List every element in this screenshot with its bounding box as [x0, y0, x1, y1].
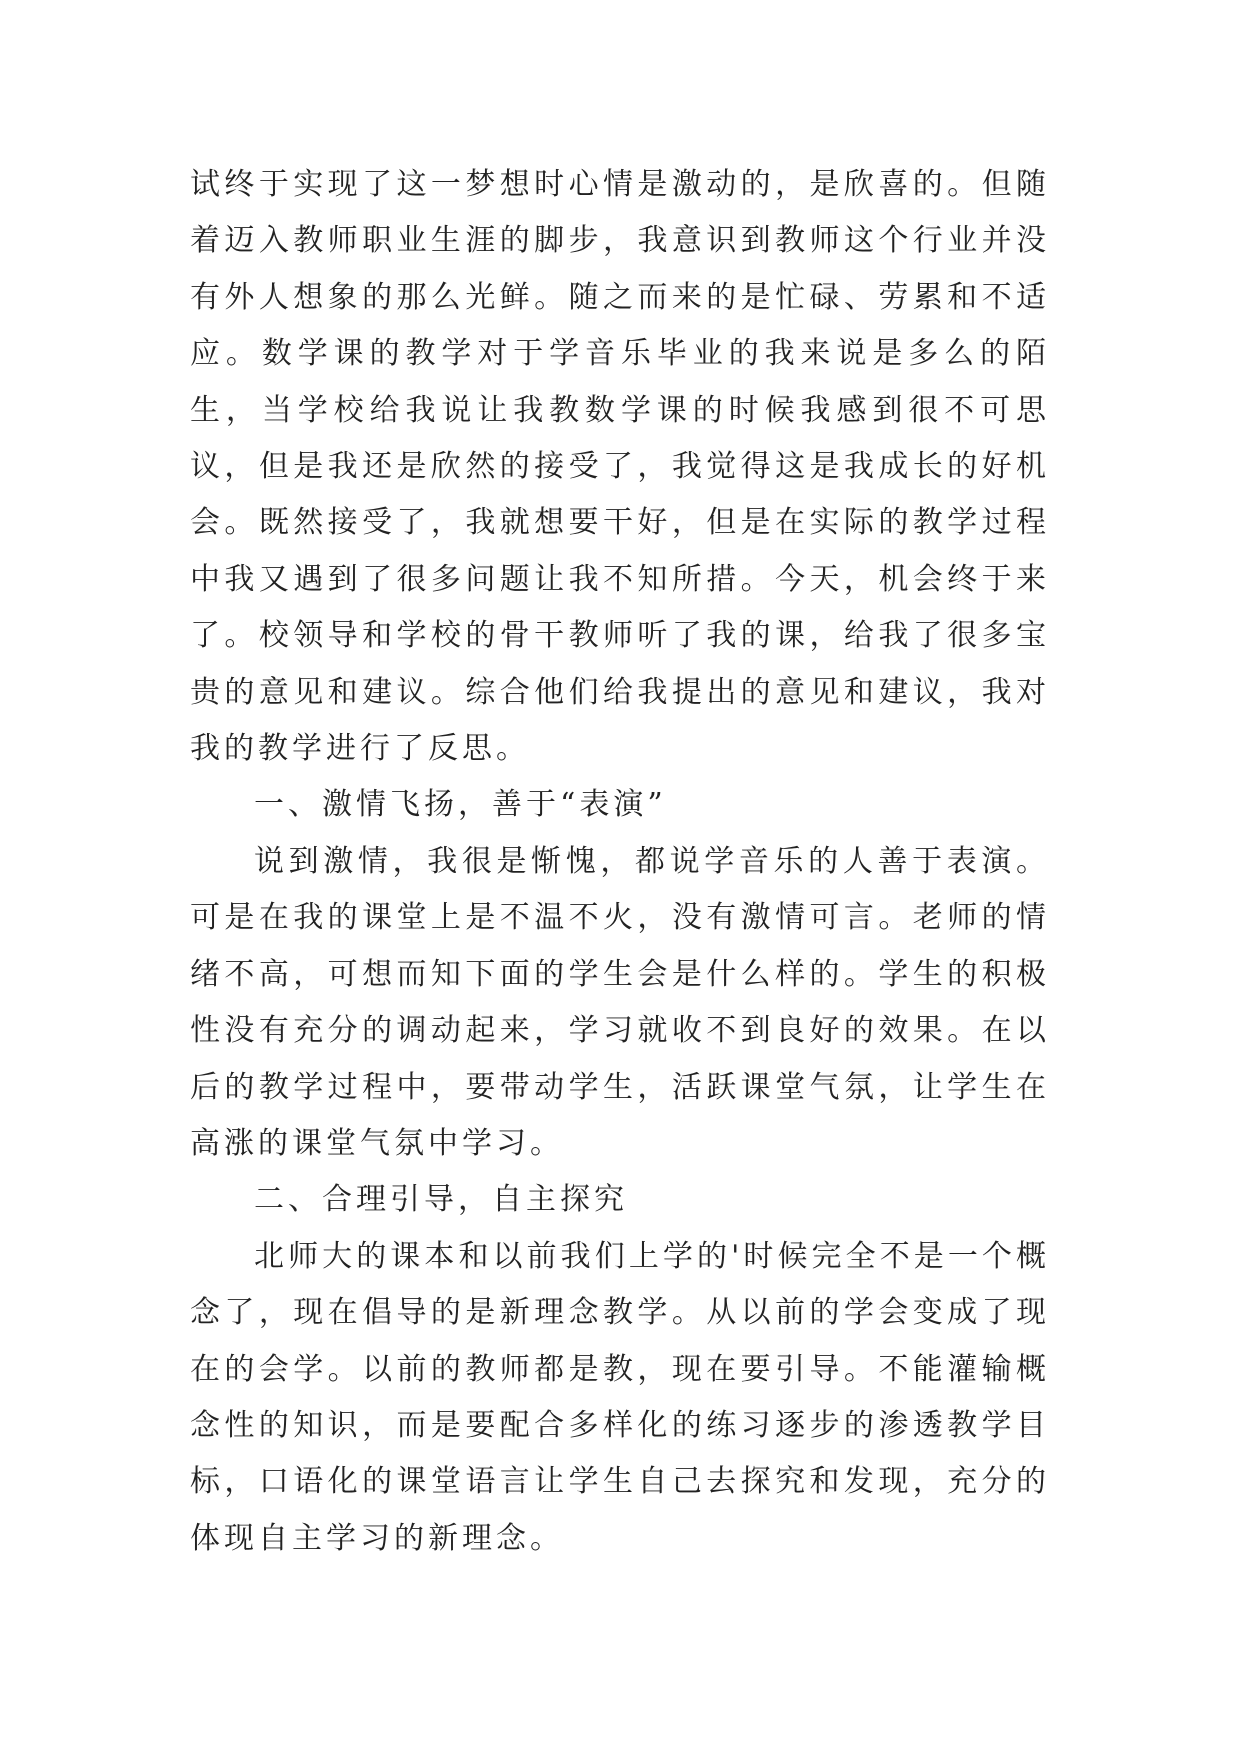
paragraph-continued: 试终于实现了这一梦想时心情是激动的，是欣喜的。但随着迈入教师职业生涯的脚步，我意识到教师这个行业并没有外人想象的那么光鲜。随之而来的是忙碌、劳累和不适应。数学课的教学对于学音乐毕业的我来说是多么的陌生，当学校给我说让我教数学课的时候我感到很不可思议，但是我还是欣然的接受了，我觉得这是我成长的好机会。既然接受了，我就想要干好，但是在实际的教学过程中我又遇到了很多问题让我不知所措。今天，机会终于来了。校领导和学校的骨干教师听了我的课，给我了很多宝贵的意见和建议。综合他们给我提出的意见和建议，我对我的教学进行了反思。: [190, 167, 1050, 767]
paragraph-guidance: 北师大的课本和以前我们上学的'时候完全不是一个概念了，现在倡导的是新理念教学。从以前的学会变成了现在的会学。以前的教师都是教，现在要引导。不能灌输概念性的知识，而是要配合多样化的练习逐步的渗透教学目标，口语化的课堂语言让学生自己去探究和发现，充分的体现自主学习的新理念。: [190, 1238, 1050, 1556]
paragraph-passion: 说到激情，我很是惭愧，都说学音乐的人善于表演。可是在我的课堂上是不温不火，没有激情可言。老师的情绪不高，可想而知下面的学生会是什么样的。学生的积极性没有充分的调动起来，学习就收不到良好的效果。在以后的教学过程中，要带动学生，活跃课堂气氛，让学生在高涨的课堂气氛中学习。: [190, 843, 1050, 1161]
section-heading-passion: 一、激情飞扬，善于“表演”: [254, 787, 667, 823]
section-heading-guidance: 二、合理引导，自主探究: [254, 1182, 628, 1218]
document-body: [190, 157, 1050, 1567]
